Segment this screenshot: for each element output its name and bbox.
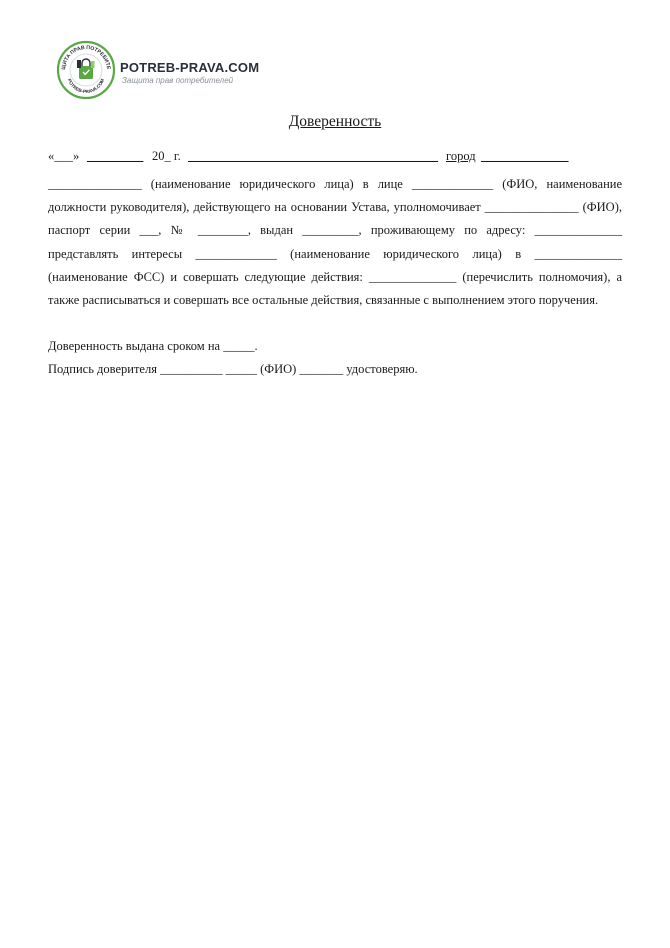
city-field: ______________ [481, 149, 569, 163]
date-year-field: 20_ г. [152, 149, 181, 163]
date-month-field: _________ [87, 149, 144, 163]
document-body-paragraph: _______________ (наименование юридического лица) в лице _____________ (ФИО, наименование должности руководителя), действующего на основании Устава, уполномочивает _______________ (ФИО), паспорт серии ___, № ________, выдан _________, проживающему по адресу: ______________ представлять интересы _____________ (наименование юридического лица) в ______________ (наименование ФСС) и совершать следующие действия: ______________ (перечислить полномочия), а также расписываться и совершать все остальные действия, связанные с выполнением этого поручения. [48, 177, 622, 308]
date-place-blank: ________________________________________ [188, 149, 438, 163]
svg-text:ЗАЩИТА ПРАВ ПОТРЕБИТЕЛЯ: ЩИТА ПРАВ ПОТРЕБИТЕ [60, 44, 112, 71]
site-name: POTREB-PRAVA.COM [120, 60, 260, 75]
site-tagline: Защита прав потребителей [122, 76, 234, 85]
signature-line: Подпись доверителя __________ _____ (ФИО) _______ удостоверяю. [48, 362, 418, 376]
svg-text:POTREB-PRAVA.COM: POTREB-PRAVA.COM [66, 78, 106, 95]
validity-term-line: Доверенность выдана сроком на _____. [48, 339, 258, 353]
city-label: город [446, 149, 476, 163]
consumer-rights-seal-icon [56, 40, 116, 100]
document-title: Доверенность [288, 113, 382, 130]
site-logo[interactable] [56, 40, 316, 100]
date-city-line [48, 149, 588, 165]
date-day-field: «___» [48, 149, 80, 163]
